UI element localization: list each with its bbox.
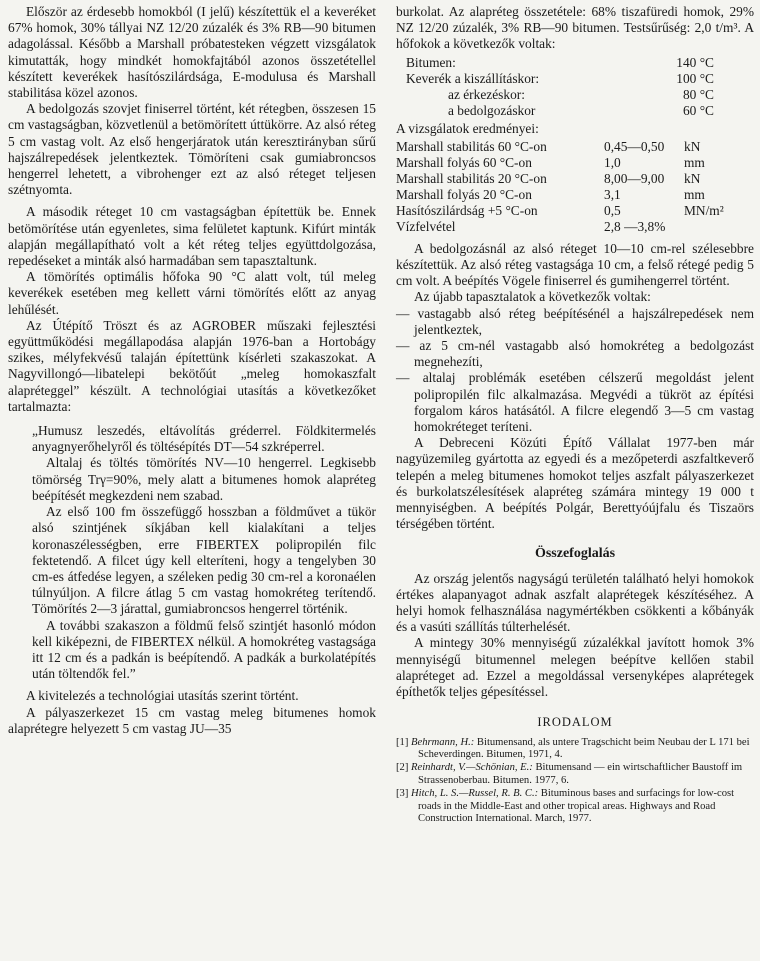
result-value: 0,45—0,50	[604, 138, 665, 154]
result-value: 2,8 —3,8%	[604, 218, 666, 234]
result-label: Marshall stabilitás 20 °C-on	[396, 170, 547, 186]
reference-text: Bitumensand, als untere Tragschicht beim Neubau der L 171 bei Scheverdingen. Bitumen, 1971, 4.	[418, 736, 750, 760]
result-row	[396, 187, 744, 203]
quote-paragraph: Altalaj és töltés tömörítés NV—10 hengerrel. Legkisebb tömörség Trγ=90%, mely alatt a bitumenes homok alapréteg beépítését megkezdeni nem szabad.	[32, 455, 376, 503]
reference-item	[396, 788, 754, 825]
temperature-value: 60 °C	[682, 102, 714, 118]
temperature-value: 100 °C	[676, 70, 714, 86]
result-value: 1,0	[604, 154, 621, 170]
paragraph: A Debreceni Közúti Építő Vállalat 1977-ben már nagyüzemileg gyártotta az egyedi és a mezőpeterdi aszfaltkeverő telepén a meleg bitumenes homokot teljes aszfalt pályaszerkezet és burkolatszélesítések alapréteg számára mintegy 19 000 t mennyiségben. A beépítés Polgár, Berettyóújfalu és Tiszaörs térségében történt.	[396, 435, 754, 532]
test-results-table	[396, 139, 744, 235]
right-column	[396, 4, 754, 826]
reference-author: Reinhardt, V.—Schönian, E.:	[411, 762, 533, 774]
paragraph: A kivitelezés a technológiai utasítás szerint történt.	[26, 688, 299, 704]
temperature-row	[406, 87, 754, 103]
result-value: 3,1	[604, 186, 621, 202]
references-heading: IRODALOM	[537, 715, 613, 730]
summary-heading: Összefoglalás	[534, 546, 616, 562]
technical-instruction-quote	[8, 423, 376, 682]
list-item: — altalaj problémák esetében célszerű megoldást jelent polipropilén filc alkalmazása. Megvédi a tükröt az építési forgalom káros hatásától. A filcre elegendő 3—5 cm vastag homokréteget teríteni.	[396, 370, 754, 435]
summary-paragraph: Az ország jelentős nagyságú területén található helyi homokok értékes alapanyagot adnak aszfalt alaprétegek készítéséhez. A helyi homok felhasználása nagymértékben csökkenti a kőbányák és a vasúti szállítás túlterhelését.	[396, 570, 754, 635]
paragraph: A pályaszerkezet 15 cm vastag meleg bitumenes homok alaprétegre helyezett 5 cm vastag JU—35	[8, 704, 376, 736]
result-label: Hasítószilárdság +5 °C-on	[396, 202, 538, 218]
paragraph: Először az érdesebb homokból (I jelű) készítettük el a keveréket 67% homok, 30% tállyai NZ 12/20 zúzalék és 3% RB—90 bitumen adagolással. Később a Marshall próbatesteken végzett vizsgálatok kimutatták, hogy mindkét homokfajtából azonos összetétellel készített keverékek hasítószilárdsága, E-modulusa és Marshall stabilitása közel azonos.	[8, 4, 376, 101]
temperature-label: Keverék a kiszállításkor:	[406, 70, 540, 86]
temperature-value: 140 °C	[676, 54, 714, 70]
reference-author: Hitch, L. S.—Russel, R. B. C.:	[411, 788, 539, 800]
temperature-row	[406, 103, 754, 119]
experience-list	[396, 306, 754, 436]
temperature-label: a bedolgozáskor	[448, 102, 536, 118]
paragraph: Az újabb tapasztalatok a következők voltak:	[414, 289, 651, 305]
paragraph: Az Útépítő Tröszt és az AGROBER műszaki fejlesztési együttműködési megállapodása alapján 1976-ban a Hortobágy szikes, mélyfekvésű talaján építettünk kísérleti szakaszokat. A Nagyvillongó—libatelepi bekötőút „meleg homokaszfalt alapréteggel” készült. A technológiai utasítás a következőket tartalmazta:	[8, 317, 376, 414]
paragraph: A bedolgozás szovjet finiserrel történt, két rétegben, összesen 15 cm vastagságban, közvetlenül a betömörített úttükörre. Az alsó réteg 5 cm vastag volt. Az első hengerjáratok után keresztirányban sűrű hajszálrepedések jelentkeztek. Tömöríteni csak gumiabroncsos hengerrel lehetett, a vibrohenger ezt az alsó réteget teljesen szétnyomta.	[8, 101, 376, 198]
result-unit: kN	[684, 138, 701, 154]
result-unit: mm	[684, 186, 705, 202]
result-unit: MN/m²	[684, 202, 724, 218]
result-label: Marshall stabilitás 60 °C-on	[396, 138, 547, 154]
reference-number: [1]	[396, 736, 412, 748]
temperature-table	[406, 55, 754, 119]
reference-item	[396, 762, 754, 787]
paragraph: A tömörítés optimális hőfoka 90 °C alatt volt, túl meleg keverékek esetében meg kellett várni tömörítés előtt az anyag lehűlését.	[8, 269, 376, 317]
result-unit: mm	[684, 154, 705, 170]
list-item: — az 5 cm-nél vastagabb alsó homokréteg a bedolgozást megnehezíti,	[396, 338, 754, 370]
result-row	[396, 203, 744, 219]
temperature-row	[406, 71, 754, 87]
reference-author: Behrmann, H.:	[411, 736, 475, 748]
paragraph: burkolat. Az alapréteg összetétele: 68% tiszafüredi homok, 29% NZ 12/20 zúzalék, 3% RB—90 bitumen. Testsűrűség: 2,0 t/m³. A hőfokok a következők voltak:	[396, 4, 754, 52]
result-label: Vízfelvétel	[396, 218, 456, 234]
result-row	[396, 171, 744, 187]
references-list	[396, 737, 754, 826]
reference-item	[396, 737, 754, 762]
paragraph: A bedolgozásnál az alsó réteget 10—10 cm-rel szélesebbre készítettük. Az alsó réteg vastagsága 10 cm, a felső rétegé pedig 5 cm volt. A beépítés Vögele finiserrel és gumihengerrel történt.	[396, 240, 754, 289]
temperature-label: az érkezéskor:	[448, 86, 525, 102]
result-unit: kN	[684, 170, 701, 186]
paragraph: A második réteget 10 cm vastagságban építettük be. Ennek betömörítése után egyenletes, sima felületet kaptunk. Kifúrt minták alapján megállapítható volt a két réteg teljes együttdolgozása, repedéseket a minták alsó harmadában sem tapasztaltunk.	[8, 204, 376, 269]
reference-text: Bitumensand — ein wirtschaftlicher Baustoff im Strassenoberbau. Bitumen. 1977, 6.	[418, 762, 743, 786]
result-value: 8,00—9,00	[604, 170, 665, 186]
reference-number: [3]	[396, 788, 412, 800]
list-item: — vastagabb alsó réteg beépítésénél a hajszálrepedések nem jelentkeztek,	[396, 305, 754, 337]
temperature-value: 80 °C	[682, 86, 714, 102]
result-unit	[684, 219, 744, 235]
reference-text: Bituminous bases and surfacings for low-cost roads in the Middle-East and other tropical areas. Highways and Road Construction International. March, 1977.	[418, 788, 735, 824]
result-label: Marshall folyás 20 °C-on	[396, 186, 532, 202]
quote-paragraph: A további szakaszon a földmű felső szintjét hasonló módon kell kiképezni, de FIBERTEX nélkül. A homokréteg vastagsága itt 12 cm és a padkán is beépítendő. A padkák a burkolatépítés után töltendők fel.”	[32, 617, 376, 682]
quote-paragraph: Az első 100 fm összefüggő hosszban a földművet a tükör alsó szintjének síkjában kell kialakítani a teljes koronaszélességben, erre FIBERTEX polipropilén filc fektetendő. A filcet úgy kell elteríteni, hogy a tengelyben 30 cm-es átfedése legyen, a széleken pedig 30 cm-rel a koronaélen túlnyúljon. A filcre átlag 5 cm vastag homokréteg terítendő. Tömörítés 2—3 járattal, gumiabroncsos hengerrel történik.	[32, 504, 376, 617]
temperature-row	[406, 55, 754, 71]
result-row	[396, 139, 744, 155]
summary-paragraph: A mintegy 30% mennyiségű zúzalékkal javított homok 3% mennyiségű bitumennel melegen beépítve kellően stabil alapréteget ad. Ezzel a megoldással versenyképes alaprétegek építhetők teljes gépesítéssel.	[396, 635, 754, 700]
result-row	[396, 219, 744, 235]
result-value: 0,5	[604, 202, 621, 218]
result-row	[396, 155, 744, 171]
results-intro: A vizsgálatok eredményei:	[396, 120, 539, 136]
quote-paragraph: „Humusz leszedés, eltávolítás gréderrel. Földkitermelés anyagnyerőhelyről és töltésépítés DT—54 szkréperrel.	[32, 423, 376, 455]
result-label: Marshall folyás 60 °C-on	[396, 154, 532, 170]
reference-number: [2]	[396, 762, 412, 774]
left-column	[8, 4, 376, 737]
temperature-label: Bitumen:	[406, 54, 456, 70]
